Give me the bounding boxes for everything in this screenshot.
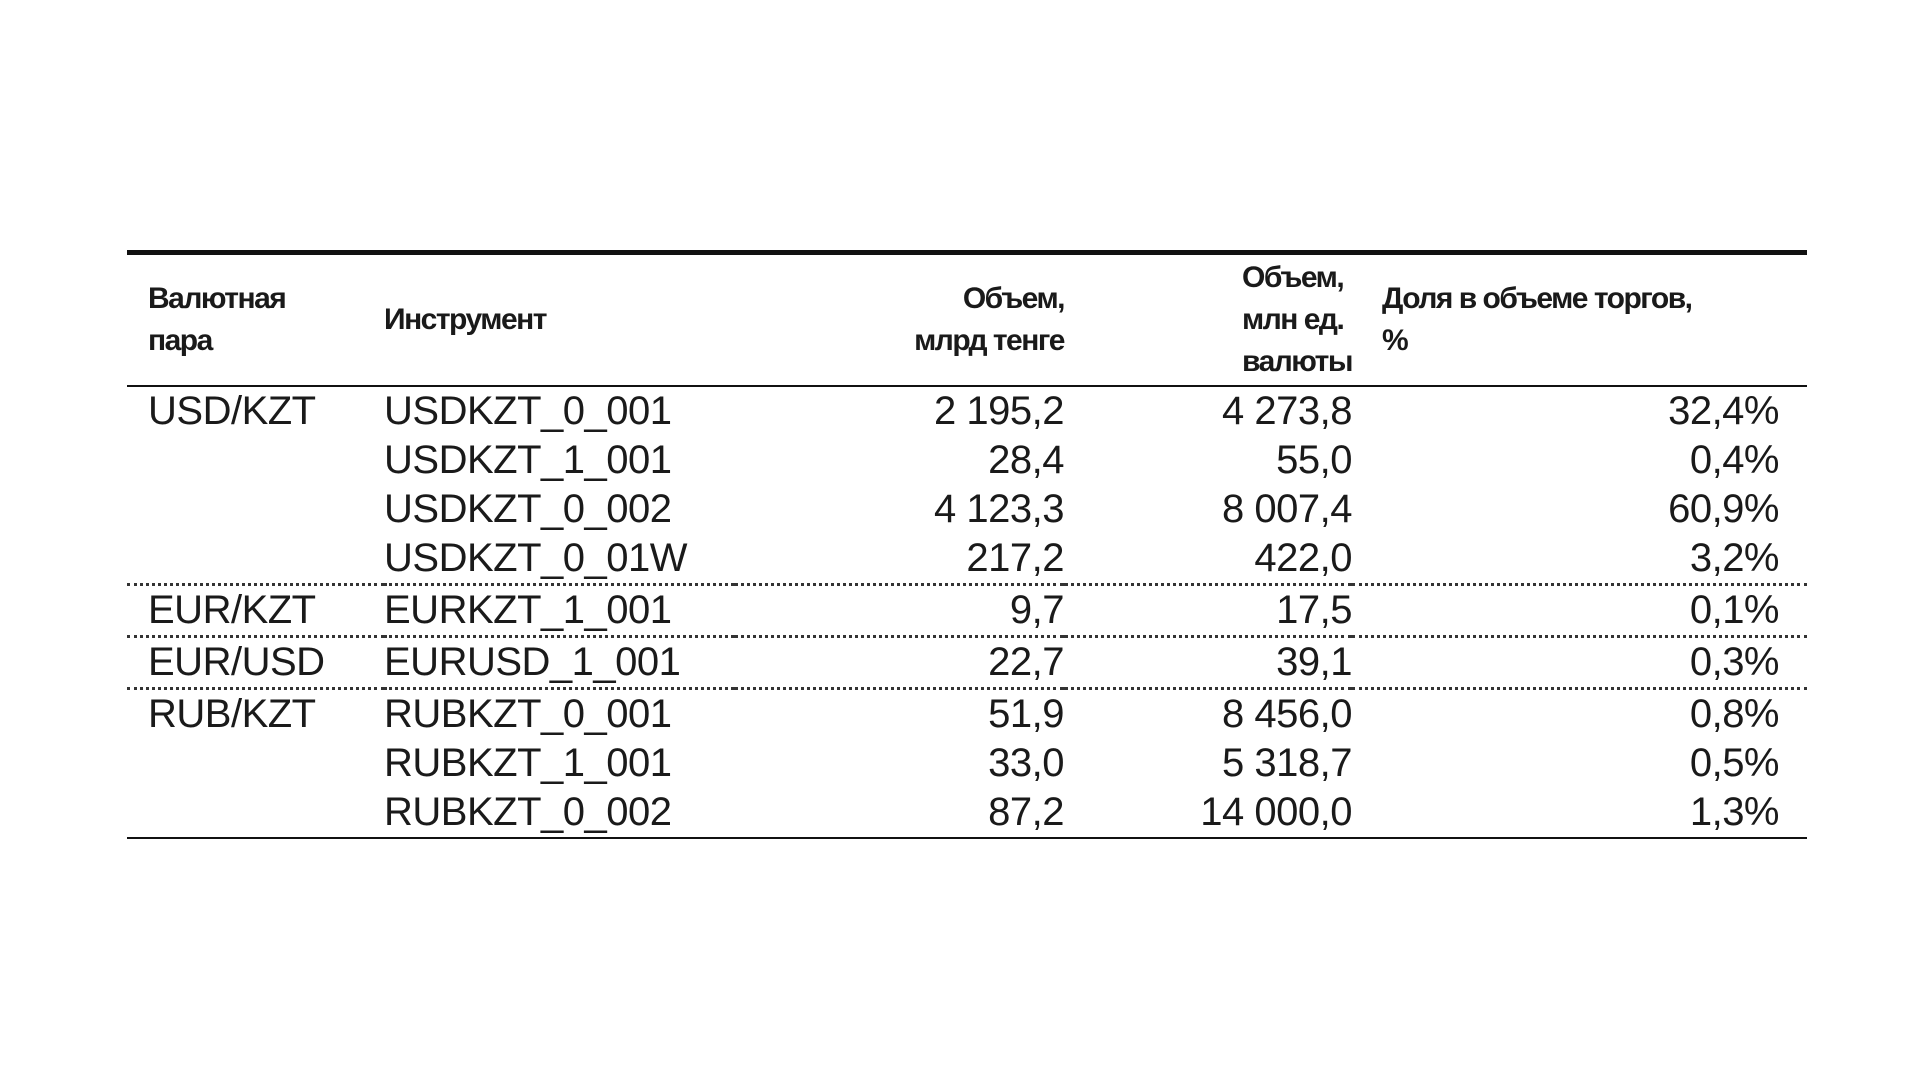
- cell-instrument: RUBKZT_0_002: [384, 788, 734, 838]
- table-row: [127, 485, 1807, 534]
- cell-volume-currency: 422,0: [1254, 536, 1352, 580]
- cell-share: 32,4%: [1668, 389, 1779, 433]
- cell-volume-kzt: 51,9: [734, 689, 1064, 740]
- table-row: [127, 436, 1807, 485]
- header-volume-cur-line1: Объем,: [1242, 261, 1344, 294]
- cell-volume-kzt: 28,4: [988, 438, 1064, 482]
- cell-instrument: USDKZT_0_002: [384, 487, 672, 531]
- cell-pair: USD/KZT: [148, 389, 316, 433]
- table-row: [127, 534, 1807, 585]
- cell-volume-kzt: 217,2: [966, 536, 1064, 580]
- header-volume-kzt-line2: млрд тенге: [914, 324, 1064, 357]
- cell-instrument: RUBKZT_0_001: [384, 689, 734, 740]
- cell-volume-kzt: 2 195,2: [934, 389, 1064, 433]
- cell-pair: [127, 788, 384, 838]
- trading-volume-table: [127, 250, 1807, 839]
- header-volume-kzt: [734, 253, 1064, 387]
- cell-share: 1,3%: [1352, 788, 1807, 838]
- cell-share: 60,9%: [1668, 487, 1779, 531]
- cell-volume-kzt: 4 123,3: [934, 487, 1064, 531]
- cell-instrument: EURUSD_1_001: [384, 637, 734, 689]
- table-row: [127, 585, 1807, 637]
- table-header-row: [127, 253, 1807, 387]
- cell-volume-kzt: 33,0: [988, 741, 1064, 785]
- cell-volume-currency: 4 273,8: [1222, 389, 1352, 433]
- cell-volume-currency: 17,5: [1064, 585, 1352, 637]
- header-pair-line1: Валютная: [148, 282, 286, 315]
- cell-volume-kzt: 22,7: [734, 637, 1064, 689]
- cell-volume-kzt: 87,2: [734, 788, 1064, 838]
- header-volume-currency: [1064, 253, 1352, 387]
- header-share-line1: Доля в объеме торгов,: [1382, 282, 1692, 315]
- cell-volume-kzt: 9,7: [734, 585, 1064, 637]
- cell-pair: [127, 534, 384, 585]
- header-share: [1352, 253, 1807, 387]
- header-instrument: Инструмент: [384, 303, 546, 336]
- header-pair-line2: пара: [148, 324, 212, 357]
- cell-pair: EUR/USD: [127, 637, 384, 689]
- cell-volume-currency: 8 007,4: [1222, 487, 1352, 531]
- cell-instrument: EURKZT_1_001: [384, 585, 734, 637]
- cell-pair: [127, 485, 384, 534]
- header-volume-cur-line2: млн ед.: [1242, 303, 1344, 336]
- table-row: [127, 689, 1807, 740]
- cell-share: 0,8%: [1352, 689, 1807, 740]
- cell-pair: [127, 436, 384, 485]
- cell-share: 0,4%: [1689, 438, 1779, 482]
- header-share-line2: %: [1382, 324, 1408, 357]
- cell-instrument: RUBKZT_1_001: [384, 741, 672, 785]
- cell-share: 0,5%: [1689, 741, 1779, 785]
- cell-volume-currency: 5 318,7: [1222, 741, 1352, 785]
- table-row: [127, 386, 1807, 436]
- table-row: [127, 637, 1807, 689]
- cell-instrument: USDKZT_0_01W: [384, 536, 687, 580]
- header-volume-cur-line3: валюты: [1242, 345, 1352, 378]
- cell-volume-currency: 14 000,0: [1064, 788, 1352, 838]
- cell-volume-currency: 55,0: [1276, 438, 1352, 482]
- cell-pair: RUB/KZT: [127, 689, 384, 740]
- cell-pair: EUR/KZT: [127, 585, 384, 637]
- cell-share: 0,3%: [1352, 637, 1807, 689]
- cell-pair: [127, 739, 384, 788]
- cell-instrument: USDKZT_0_001: [384, 389, 672, 433]
- cell-instrument: USDKZT_1_001: [384, 438, 672, 482]
- header-currency-pair: [127, 253, 384, 387]
- table-row: [127, 739, 1807, 788]
- cell-share: 3,2%: [1689, 536, 1779, 580]
- trading-volume-table-container: [127, 250, 1807, 839]
- cell-volume-currency: 8 456,0: [1064, 689, 1352, 740]
- cell-share: 0,1%: [1352, 585, 1807, 637]
- cell-volume-currency: 39,1: [1064, 637, 1352, 689]
- table-row: [127, 788, 1807, 838]
- header-volume-kzt-line1: Объем,: [962, 282, 1064, 315]
